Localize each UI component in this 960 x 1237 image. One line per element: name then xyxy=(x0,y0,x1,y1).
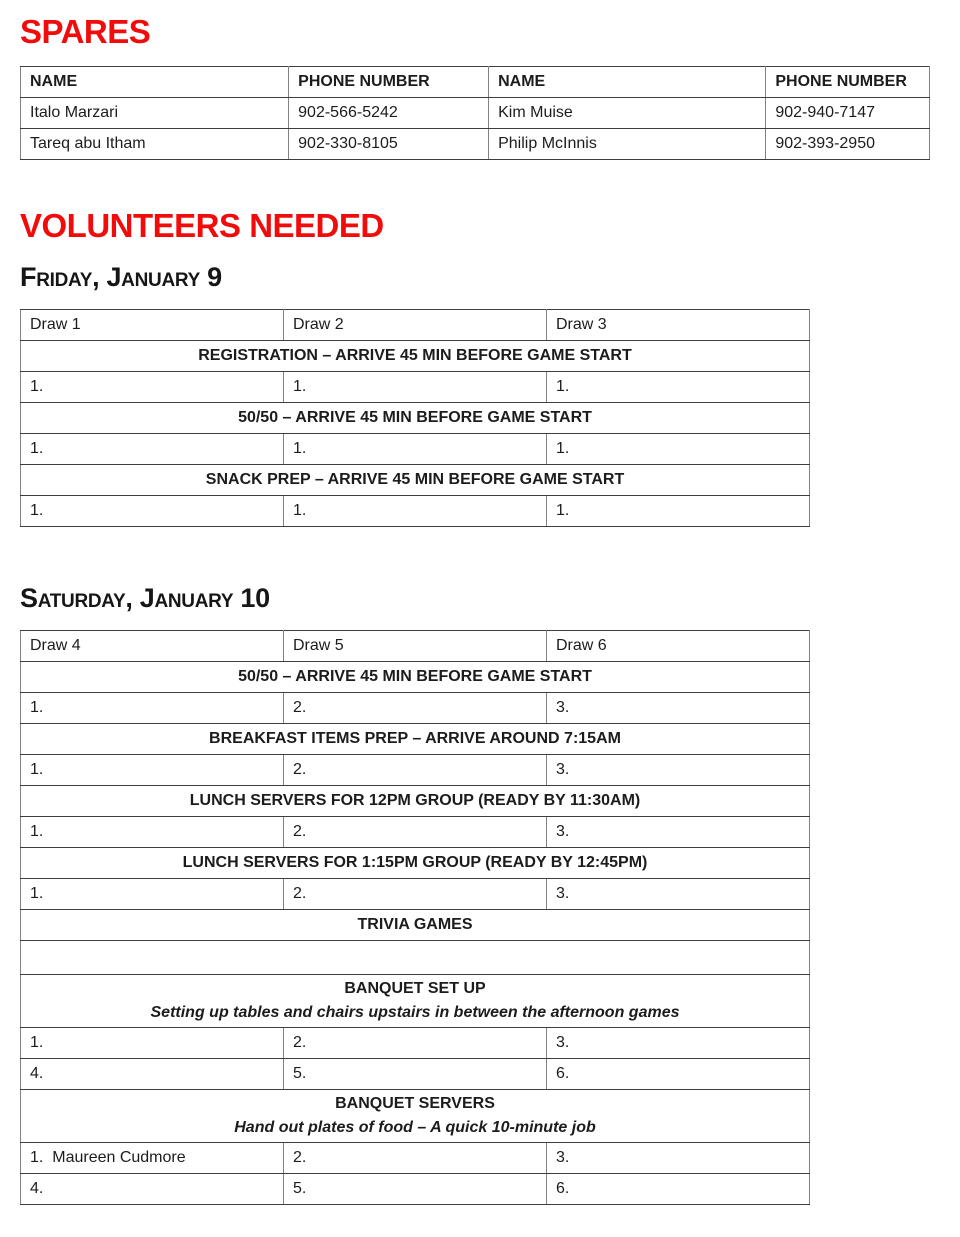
section-header-cell xyxy=(21,786,810,817)
volunteers-needed-title: VOLUNTEERS NEEDED xyxy=(20,207,384,244)
section-title: TRIVIA GAMES xyxy=(357,916,473,933)
section-header-row xyxy=(21,662,810,693)
section-subtitle: Hand out plates of food – A quick 10-minute job xyxy=(234,1119,596,1136)
signup-slot-cell: 4. xyxy=(21,1174,284,1205)
spares-row xyxy=(21,129,930,160)
empty-signup-cell xyxy=(21,941,810,975)
spares-column-header: PHONE NUMBER xyxy=(766,67,930,98)
signup-slot-cell: 3. xyxy=(547,693,810,724)
draw-header-cell: Draw 5 xyxy=(284,631,547,662)
spares-header-row xyxy=(21,67,930,98)
signup-slot-cell: 3. xyxy=(547,755,810,786)
section-header-row xyxy=(21,465,810,496)
draw-header-row xyxy=(21,310,810,341)
friday-schedule-table xyxy=(20,309,810,527)
signup-slot-cell: 1. xyxy=(547,372,810,403)
signup-row xyxy=(21,434,810,465)
phone-number-cell: 902-330-8105 xyxy=(289,129,489,160)
section-title: BREAKFAST ITEMS PREP – ARRIVE AROUND 7:15AM xyxy=(209,730,621,747)
section-header-cell xyxy=(21,465,810,496)
name-cell: Kim Muise xyxy=(489,98,766,129)
signup-slot-cell: 4. xyxy=(21,1059,284,1090)
section-header-cell xyxy=(21,403,810,434)
phone-number-cell: 902-940-7147 xyxy=(766,98,930,129)
signup-slot-cell: 2. xyxy=(284,755,547,786)
signup-slot-cell: 2. xyxy=(284,693,547,724)
signup-slot-cell: 1. xyxy=(284,496,547,527)
signup-slot-cell: 5. xyxy=(284,1174,547,1205)
signup-row xyxy=(21,693,810,724)
signup-slot-cell: 1. xyxy=(21,1028,284,1059)
signup-slot-cell: 1. xyxy=(21,755,284,786)
section-header-row xyxy=(21,975,810,1028)
section-title: LUNCH SERVERS FOR 1:15PM GROUP (READY BY 12:45PM) xyxy=(182,854,648,871)
phone-number-cell: 902-566-5242 xyxy=(289,98,489,129)
signup-slot-cell: 1. xyxy=(284,434,547,465)
signup-slot-cell: 6. xyxy=(547,1059,810,1090)
section-header-row xyxy=(21,341,810,372)
signup-row xyxy=(21,496,810,527)
section-header-row xyxy=(21,910,810,941)
friday-heading: Friday, January 9 xyxy=(20,262,222,292)
section-header-row xyxy=(21,1090,810,1143)
signup-slot-cell: 3. xyxy=(547,817,810,848)
signup-slot-cell: 1. xyxy=(21,879,284,910)
section-title: BANQUET SET UP xyxy=(344,980,486,997)
spares-table xyxy=(20,66,930,160)
draw-header-cell: Draw 6 xyxy=(547,631,810,662)
section-title: 50/50 – ARRIVE 45 MIN BEFORE GAME START xyxy=(238,409,592,426)
signup-slot-cell: 1. xyxy=(21,372,284,403)
draw-header-cell: Draw 1 xyxy=(21,310,284,341)
section-header-row xyxy=(21,848,810,879)
draw-header-cell: Draw 4 xyxy=(21,631,284,662)
signup-slot-cell: 1. xyxy=(21,496,284,527)
signup-row xyxy=(21,879,810,910)
section-title: BANQUET SERVERS xyxy=(335,1095,495,1112)
signup-slot-cell: 2. xyxy=(284,1143,547,1174)
signup-slot-cell: 2. xyxy=(284,817,547,848)
section-header-cell xyxy=(21,341,810,372)
name-cell: Tareq abu Itham xyxy=(21,129,289,160)
spares-column-header: PHONE NUMBER xyxy=(289,67,489,98)
signup-slot-cell: 1. xyxy=(21,693,284,724)
signup-slot-cell: 2. xyxy=(284,879,547,910)
signup-slot-cell: 3. xyxy=(547,879,810,910)
section-header-cell xyxy=(21,724,810,755)
spares-column-header: NAME xyxy=(21,67,289,98)
section-header-cell xyxy=(21,975,810,1028)
section-title: SNACK PREP – ARRIVE 45 MIN BEFORE GAME START xyxy=(205,471,625,488)
signup-row xyxy=(21,1059,810,1090)
signup-row xyxy=(21,1143,810,1174)
signup-slot-cell: 1. xyxy=(284,372,547,403)
section-header-cell xyxy=(21,848,810,879)
name-cell: Italo Marzari xyxy=(21,98,289,129)
section-header-cell xyxy=(21,662,810,693)
draw-header-cell: Draw 2 xyxy=(284,310,547,341)
spares-column-header: NAME xyxy=(489,67,766,98)
signup-slot-cell: 3. xyxy=(547,1028,810,1059)
signup-row xyxy=(21,372,810,403)
signup-slot-cell: 1. xyxy=(21,817,284,848)
name-cell: Philip McInnis xyxy=(489,129,766,160)
section-header-row xyxy=(21,403,810,434)
saturday-schedule-table xyxy=(20,630,810,1205)
spares-title: SPARES xyxy=(20,13,151,50)
empty-signup-row xyxy=(21,941,810,975)
section-header-cell xyxy=(21,1090,810,1143)
section-header-cell xyxy=(21,910,810,941)
section-subtitle: Setting up tables and chairs upstairs in between the afternoon games xyxy=(150,1004,680,1021)
signup-row xyxy=(21,755,810,786)
signup-slot-cell: 5. xyxy=(284,1059,547,1090)
signup-slot-cell: 3. xyxy=(547,1143,810,1174)
signup-row xyxy=(21,1028,810,1059)
signup-slot-cell: 6. xyxy=(547,1174,810,1205)
section-header-row xyxy=(21,724,810,755)
draw-header-cell: Draw 3 xyxy=(547,310,810,341)
section-header-row xyxy=(21,786,810,817)
spares-row xyxy=(21,98,930,129)
section-title: REGISTRATION – ARRIVE 45 MIN BEFORE GAME START xyxy=(198,347,632,364)
signup-row xyxy=(21,817,810,848)
draw-header-row xyxy=(21,631,810,662)
signup-slot-cell: 1. xyxy=(21,434,284,465)
signup-slot-cell: 2. xyxy=(284,1028,547,1059)
section-title: 50/50 – ARRIVE 45 MIN BEFORE GAME START xyxy=(238,668,592,685)
phone-number-cell: 902-393-2950 xyxy=(766,129,930,160)
signup-slot-cell: 1. Maureen Cudmore xyxy=(21,1143,284,1174)
saturday-heading: Saturday, January 10 xyxy=(20,583,270,613)
section-title: LUNCH SERVERS FOR 12PM GROUP (READY BY 11:30AM) xyxy=(189,792,641,809)
signup-row xyxy=(21,1174,810,1205)
signup-slot-cell: 1. xyxy=(547,496,810,527)
signup-slot-cell: 1. xyxy=(547,434,810,465)
